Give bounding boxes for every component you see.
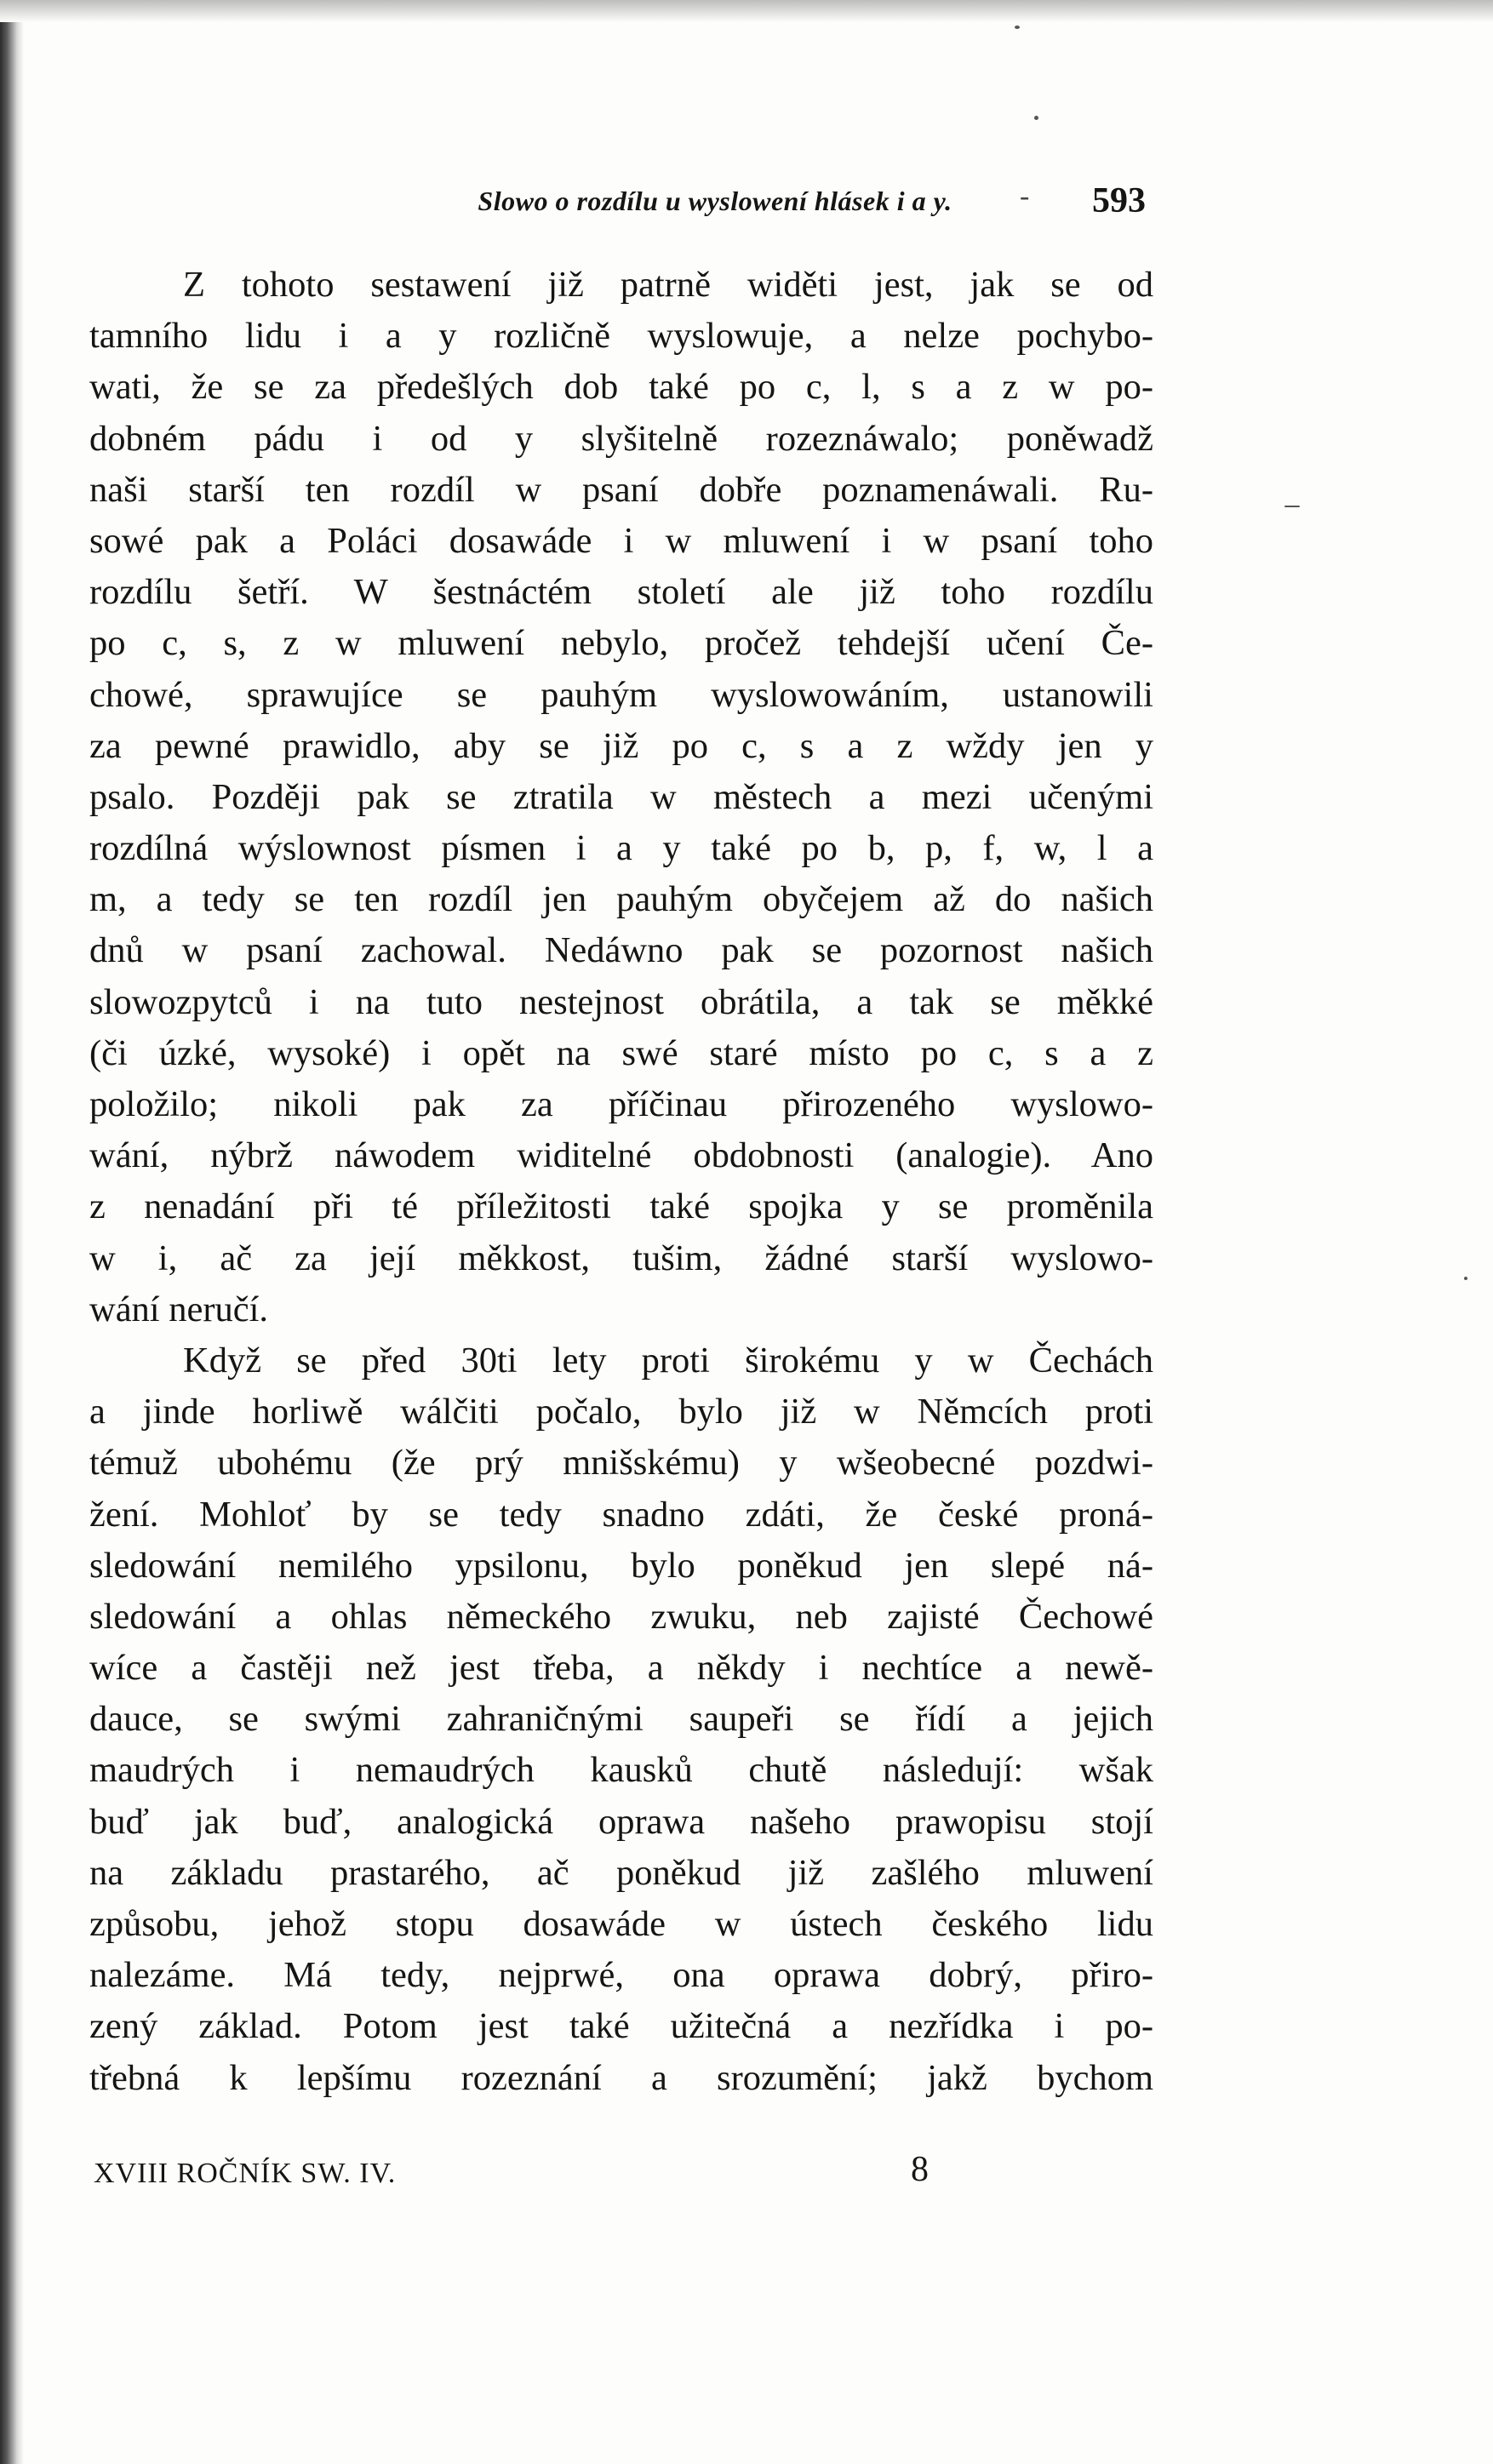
header-dash: -	[1020, 180, 1030, 212]
text-line: maudrých i nemaudrých kausků chutě následují: wšak	[89, 1750, 1153, 1791]
text-line: wati, že se za předešlých dob také po c, l, s a z w po-	[89, 367, 1153, 408]
text-line: buď jak buď, analogická oprawa našeho prawopisu stojí	[89, 1801, 1153, 1842]
printer-signature: XVIII ROČNÍK SW. IV.	[94, 2158, 397, 2189]
text-line: za pewné prawidlo, aby se již po c, s a z wždy jen y	[89, 725, 1153, 766]
running-title: Slowo o rozdílu u wyslowení hlásek i a y.	[478, 186, 952, 216]
text-line: (či úzké, wysoké) i opět na swé staré místo po c, s a z	[89, 1032, 1153, 1073]
text-line: témuž ubohému (že prý mnišskému) y wšeobecné pozdwi-	[89, 1443, 1153, 1484]
text-line: psalo. Později pak se ztratila w městech a mezi učenými	[89, 776, 1153, 817]
text-line: a jinde horliwě wálčiti počalo, bylo již w Němcích proti	[89, 1392, 1153, 1432]
text-line: Z tohoto sestawení již patrně widěti jest, jak se od	[183, 265, 1153, 305]
text-line: dnů w psaní zachowal. Nedáwno pak se pozornost našich	[89, 930, 1153, 971]
text-line: položilo; nikoli pak za příčinau přirozeného wyslowo-	[89, 1084, 1153, 1124]
text-line: žení. Mohloť by se tedy snadno zdáti, že české proná-	[89, 1494, 1153, 1535]
scan-speck	[1015, 26, 1020, 29]
text-line: chowé, sprawujíce se pauhým wyslowowáním, ustanowili	[89, 674, 1153, 715]
text-line: třebná k lepšímu rozeznání a srozumění; jakž bychom	[89, 2057, 1153, 2098]
text-line: tamního lidu i a y rozličně wyslowuje, a nelze pochybo-	[89, 316, 1153, 357]
text-line: nalezáme. Má tedy, nejprwé, ona oprawa dobrý, přiro-	[89, 1955, 1153, 1996]
text-line: dauce, se swými zahraničnými saupeři se řídí a jejich	[89, 1699, 1153, 1740]
text-line: dobném pádu i od y slyšitelně rozeznáwalo; poněwadž	[89, 418, 1153, 459]
body-text	[89, 260, 1153, 2104]
text-line: způsobu, jehož stopu dosawáde w ústech českého lidu	[89, 1904, 1153, 1944]
text-line: sledowání a ohlas německého zwuku, neb zajisté Čechowé	[89, 1596, 1153, 1637]
text-line: wání neručí.	[89, 1289, 269, 1329]
page-top-edge	[0, 0, 1493, 22]
text-line: m, a tedy se ten rozdíl jen pauhým obyčejem až do našich	[89, 879, 1153, 920]
page-binding-edge	[0, 0, 24, 2464]
text-line: na základu prastarého, ač poněkud již zašlého mluwení	[89, 1852, 1153, 1893]
text-line: wíce a častěji než jest třeba, a někdy i nechtíce a newě-	[89, 1648, 1153, 1689]
scan-speck	[1464, 1277, 1467, 1280]
page-number: 593	[1092, 181, 1146, 220]
text-line: Když se před 30ti lety proti širokému y w Čechách	[183, 1340, 1153, 1381]
text-line: rozdílná wýslownost písmen i a y také po b, p, f, w, l a	[89, 828, 1153, 869]
text-line: z nenadání při té příležitosti také spojka y se proměnila	[89, 1186, 1153, 1227]
text-line: sowé pak a Poláci dosawáde i w mluwení i w psaní toho	[89, 520, 1153, 561]
scan-speck	[1284, 506, 1300, 507]
text-line: wání, nýbrž náwodem widitelné obdobnosti (analogie). Ano	[89, 1135, 1153, 1176]
text-line: naši starší ten rozdíl w psaní dobře poznamenáwali. Ru-	[89, 469, 1153, 510]
scan-speck	[1034, 116, 1038, 120]
text-line: rozdílu šetří. W šestnáctém století ale již toho rozdílu	[89, 572, 1153, 613]
text-line: zený základ. Potom jest také užitečná a nezřídka i po-	[89, 2006, 1153, 2047]
text-line: slowozpytců i na tuto nestejnost obrátila, a tak se měkké	[89, 981, 1153, 1022]
text-line: w i, ač za její měkkost, tušim, žádné starší wyslowo-	[89, 1238, 1153, 1278]
text-line: po c, s, z w mluwení nebylo, pročež tehdejší učení Če-	[89, 623, 1153, 664]
signature-number: 8	[911, 2150, 929, 2189]
text-line: sledowání nemilého ypsilonu, bylo poněkud jen slepé ná-	[89, 1545, 1153, 1586]
